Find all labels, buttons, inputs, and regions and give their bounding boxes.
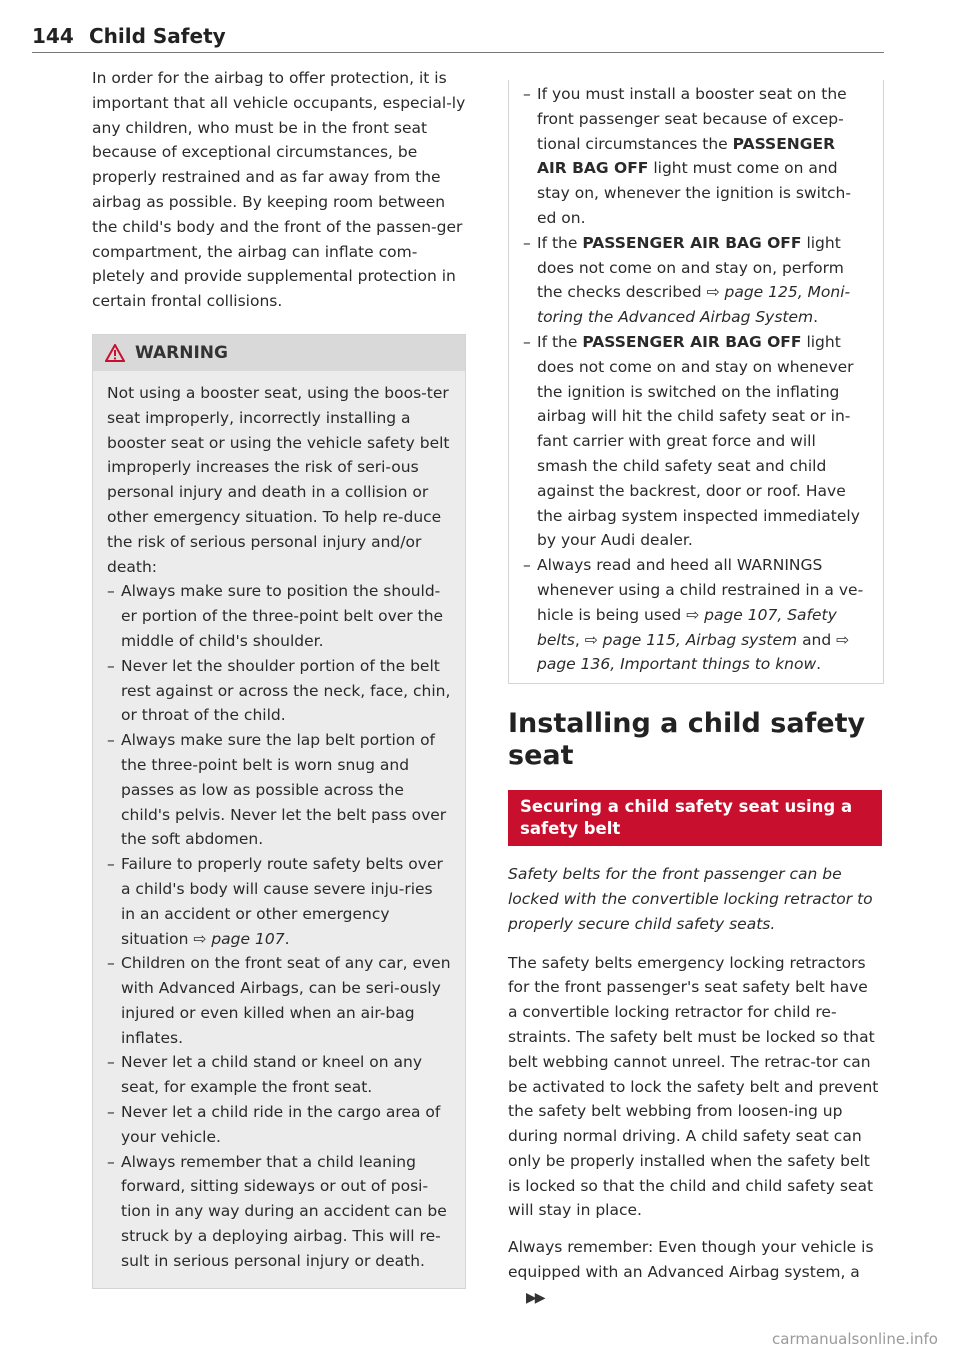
page-136-link[interactable]: ⇨ page 136, Important things to know <box>537 630 850 674</box>
page-107-link[interactable]: ⇨ page 107 <box>193 929 285 948</box>
section-heading: Installing a child safety seat <box>508 708 866 772</box>
warning-text: Not using a booster seat, using the boos-ter seat improperly, incorrectly installing a booster seat or using the vehicle safety belt improperly increases the risk of seri-ous personal injury and death in a collision or other emergency situation. To help re-duce the risk of serious personal injury and/or death: <box>107 383 450 576</box>
warning-item: – If the PASSENGER AIR BAG OFF light does not come on and stay on whenever the ignition is switched on the inflating airbag will hit the child safety seat or in-fant carrier with great force and will smash the child safety seat and child against the backrest, door or roof. Have the airbag system inspected immediately by your Audi dealer. <box>523 330 869 553</box>
warning-item: – Never let a child ride in the cargo area of your vehicle. <box>107 1100 451 1150</box>
warning-item: – Always read and heed all WARNINGS whenever using a child restrained in a ve-hicle is being used ⇨ page 107, Safety belts, ⇨ page 115, Airbag system and ⇨ page 136, Important things to know. <box>523 553 869 677</box>
warning-continuation-list <box>523 82 869 677</box>
passenger-airbag-off-label: PASSENGER AIR BAG OFF <box>582 233 802 252</box>
body-paragraph: The safety belts emergency locking retractors for the front passenger's seat safety belt have a convertible locking retractor for child re-straints. The safety belt must be locked so that belt webbing cannot unreel. The retrac-tor can be activated to lock the safety belt and prevent the safety belt webbing from loosen-ing up during normal driving. A child safety seat can only be properly installed when the safety belt is locked so that the child and child safety seat will stay in place. <box>508 953 879 1220</box>
warning-item: – Always make sure the lap belt portion of the three-point belt is worn snug and passes as low as possible across the child's pelvis. Never let the belt pass over the soft abdomen. <box>107 728 451 852</box>
page-number: 144 <box>32 24 74 48</box>
warning-item: – Never let a child stand or kneel on any seat, for example the front seat. <box>107 1050 451 1100</box>
warning-item: – Always make sure to position the should-er portion of the three-point belt over the middle of child's shoulder. <box>107 579 451 653</box>
warning-item: – Children on the front seat of any car, even with Advanced Airbags, can be seri-ously injured or even killed when an air-bag inflates. <box>107 951 451 1050</box>
left-column <box>92 66 466 1289</box>
page-115-link[interactable]: ⇨ page 115, Airbag system <box>584 630 798 649</box>
warning-item: – Never let the shoulder portion of the belt rest against or across the neck, face, chin, or throat of the child. <box>107 654 451 728</box>
warning-item: – If the PASSENGER AIR BAG OFF light does not come on and stay on, perform the checks described ⇨ page 125, Moni-toring the Advanced Airbag System. <box>523 231 869 330</box>
passenger-airbag-off-label: PASSENGER AIR BAG OFF <box>582 332 802 351</box>
section-title: Child Safety <box>89 24 226 48</box>
subsection-heading: Securing a child safety seat using a safety belt <box>508 790 882 846</box>
warning-title: WARNING <box>135 342 228 363</box>
warning-body <box>93 371 465 1288</box>
page-125-link[interactable]: ⇨ page 125, Moni-toring the Advanced Airbag System <box>537 283 851 327</box>
page-107-link[interactable]: ⇨ page 107, Safety belts <box>537 605 837 649</box>
warning-item: – Always remember that a child leaning forward, sitting sideways or out of posi-tion in any way during an accident can be struck by a deploying airbag. This will re-sult in serious personal injury or death. <box>107 1150 451 1274</box>
intro-paragraph: In order for the airbag to offer protection, it is important that all vehicle occupants, especial-ly any children, who must be in the front seat because of exceptional circumstances, be properly restrained and as far away from the airbag as possible. By keeping room between the child's body and the front of the passen-ger compartment, the airbag can inflate com-pletely and provide supplemental protection in certain frontal collisions. <box>92 69 466 311</box>
warning-continuation-box <box>508 80 884 684</box>
watermark: carmanualsonline.info <box>772 1330 938 1348</box>
warning-item: – If you must install a booster seat on the front passenger seat because of excep-tional circumstances the PASSENGER AIR BAG OFF light must come on and stay on, whenever the ignition is switch-ed on. <box>523 82 869 231</box>
warning-item: – Failure to properly route safety belts over a child's body will cause severe inju-ries in an accident or other emergency situation ⇨ page 107. <box>107 852 451 951</box>
warning-box <box>92 334 466 1289</box>
body-paragraph-continued: Always remember: Even though your vehicle is equipped with an Advanced Airbag system, a▶▶ <box>508 1235 882 1310</box>
subsection-intro: Safety belts for the front passenger can be locked with the convertible locking retractor to properly secure child safety seats. <box>508 865 873 933</box>
page-header <box>32 24 884 54</box>
warning-triangle-icon <box>105 344 125 362</box>
warning-header <box>93 335 465 371</box>
continue-arrow-icon: ▶▶ <box>526 1289 544 1306</box>
passenger-airbag-off-label: PASSENGER AIR BAG OFF <box>537 134 836 178</box>
warning-item-text: Failure to properly route safety belts over a child's body will cause severe inju-ries in an accident or other emergency situation <box>121 855 443 948</box>
header-divider <box>32 52 884 53</box>
warning-list <box>107 579 451 1273</box>
right-column <box>508 80 882 1311</box>
